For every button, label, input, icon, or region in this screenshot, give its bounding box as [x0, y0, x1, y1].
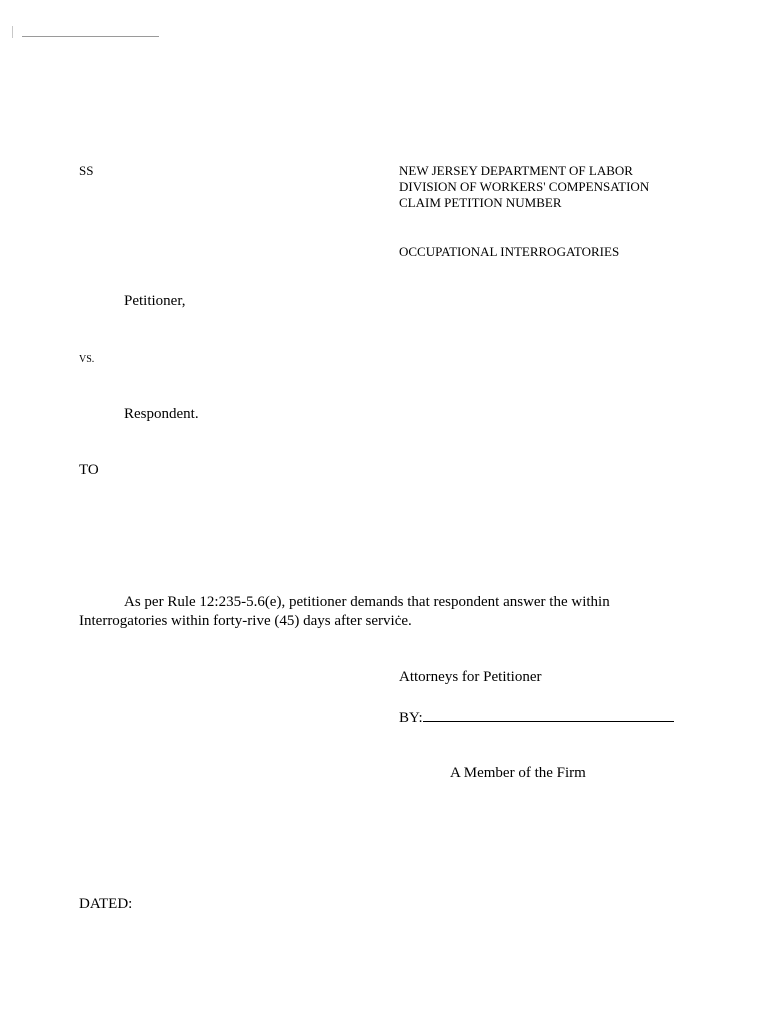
respondent-label: Respondent.	[124, 406, 199, 422]
petitioner-label: Petitioner,	[124, 293, 186, 309]
versus-label: VS.	[79, 354, 95, 365]
dated-label: DATED:	[79, 896, 133, 912]
rule-paragraph-text: As per Rule 12:235-5.6(e), petitioner demands that respondent answer the within Interrogatories within forty-rive (45) days after serviċe.	[79, 594, 610, 629]
agency-line-2: DIVISION OF WORKERS' COMPENSATION	[399, 179, 650, 194]
member-of-firm: A Member of the Firm	[450, 765, 586, 781]
rule-paragraph	[79, 593, 679, 631]
to-label: TO	[79, 462, 99, 478]
signature-line[interactable]	[423, 707, 674, 722]
attorneys-for-petitioner: Attorneys for Petitioner	[399, 669, 542, 685]
page-header-marker	[12, 26, 13, 38]
venue-ss: SS	[79, 163, 94, 178]
by-label: BY:	[399, 710, 423, 726]
signature-by	[399, 707, 674, 727]
page-header-rule	[22, 36, 159, 37]
claim-petition-number: CLAIM PETITION NUMBER	[399, 195, 562, 210]
agency-line-1: NEW JERSEY DEPARTMENT OF LABOR	[399, 163, 633, 178]
document-title: OCCUPATIONAL INTERROGATORIES	[399, 244, 620, 259]
